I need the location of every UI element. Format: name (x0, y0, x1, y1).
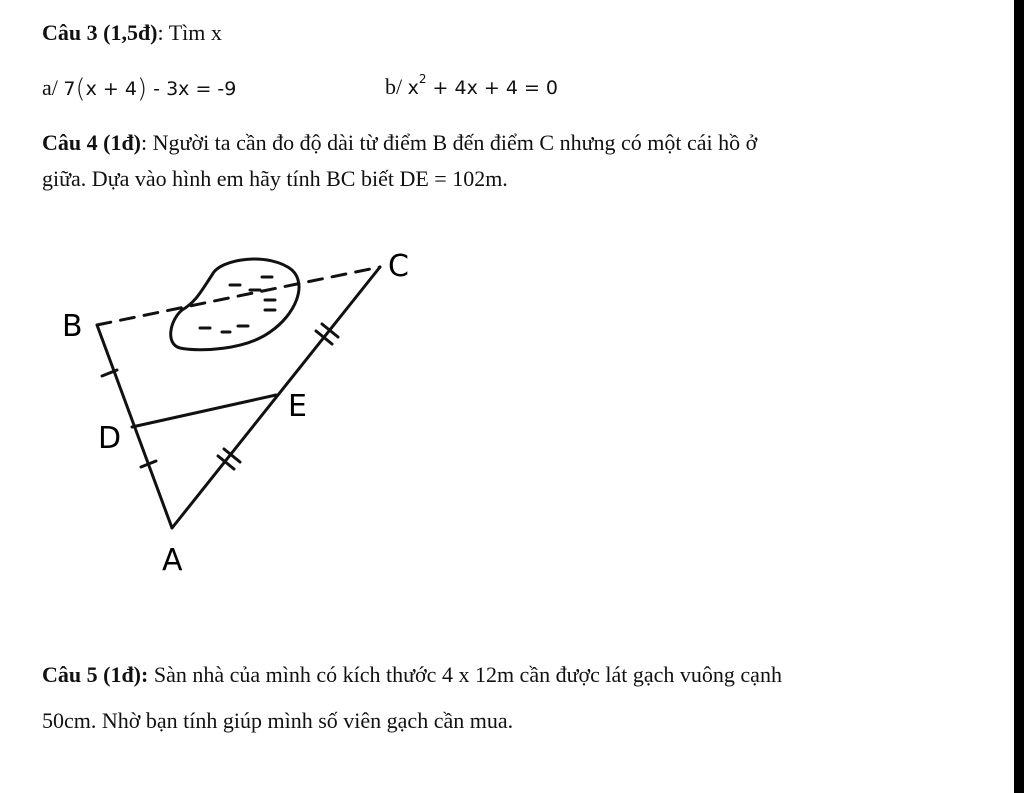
q3-a-prefix: a/ (42, 75, 58, 100)
lake-outline (171, 259, 299, 350)
q4-line-2: giữa. Dựa vào hình em hãy tính BC biết DE = 102m. (42, 166, 508, 191)
segment-ca (172, 267, 380, 528)
q3-b-exponent: 2 (418, 71, 427, 86)
page-edge-bar (1014, 0, 1024, 793)
q3-equation-a (42, 74, 236, 104)
segment-bc-dashed (97, 267, 380, 325)
q4-text-1: : Người ta cần đo độ dài từ điểm B đến điểm C nhưng có một cái hồ ở (141, 130, 758, 155)
q3-a-expression: 7(x + 4) - 3x = -9 (63, 74, 237, 104)
q3-equation-b (385, 71, 559, 100)
q5-label: Câu 5 (1đ): (42, 662, 149, 687)
point-label-e: E (288, 389, 307, 424)
point-label-a: A (162, 543, 183, 578)
q3-b-expression (407, 71, 559, 99)
point-label-c: C (388, 249, 409, 284)
q3-b-rest: + 4x + 4 = 0 (426, 77, 559, 99)
q3-a-coef: 7 (63, 78, 76, 100)
q5-line-2: 50cm. Nhờ bạn tính giúp mình số viên gạch cần mua. (42, 708, 514, 733)
geometry-figure (40, 230, 480, 590)
point-label-b: B (62, 309, 83, 344)
q3-a-inner: x + 4 (85, 78, 137, 100)
q3-b-base: x (407, 77, 419, 99)
q3-title-text: : Tìm x (157, 20, 222, 45)
q5-line-1 (42, 662, 782, 688)
q3-b-prefix: b/ (385, 74, 403, 99)
q3-label: Câu 3 (1,5đ) (42, 20, 158, 45)
q4-line-1 (42, 130, 757, 156)
q4-label: Câu 4 (1đ) (42, 130, 142, 155)
q3-a-rest: - 3x = -9 (147, 78, 237, 100)
q3-title (42, 20, 222, 46)
point-label-d: D (98, 421, 122, 456)
lake-marks (200, 277, 275, 332)
q5-text-1: Sàn nhà của mình có kích thước 4 x 12m cần được lát gạch vuông cạnh (148, 662, 782, 687)
